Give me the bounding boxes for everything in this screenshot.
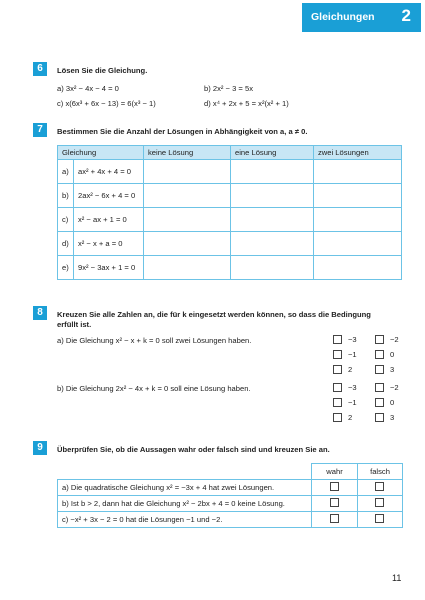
task-7-title: Bestimmen Sie die Anzahl der Lösungen in Abhängigkeit von a, a ≠ 0. bbox=[57, 127, 308, 136]
option-checkbox[interactable] bbox=[375, 383, 384, 392]
task-6-item-d: d) x⁴ + 2x + 5 = x²(x² + 1) bbox=[204, 99, 289, 108]
task-7-number: 7 bbox=[33, 123, 47, 137]
option-checkbox[interactable] bbox=[375, 335, 384, 344]
option-checkbox[interactable] bbox=[375, 365, 384, 374]
table-row-equation: x² − x + a = 0 bbox=[73, 231, 144, 256]
answer-cell[interactable] bbox=[143, 231, 231, 256]
task-6-item-c: c) x(6x³ + 6x − 13) = 6(x³ − 1) bbox=[57, 99, 156, 108]
option-label: −3 bbox=[348, 335, 357, 344]
answer-cell[interactable] bbox=[313, 183, 402, 208]
page-number: 11 bbox=[392, 573, 402, 583]
task-8-part-b: b) Die Gleichung 2x² − 4x + k = 0 soll eine Lösung haben. bbox=[57, 384, 251, 393]
table-row-equation: ax² + 4x + 4 = 0 bbox=[73, 159, 144, 184]
answer-cell[interactable] bbox=[313, 159, 402, 184]
statement-row: a) Die quadratische Gleichung x² = −3x + 4 hat zwei Lösungen. bbox=[57, 479, 312, 496]
true-checkbox[interactable] bbox=[330, 514, 339, 523]
answer-cell[interactable] bbox=[143, 255, 231, 280]
table-row-label: e) bbox=[57, 255, 74, 280]
task-9-title: Überprüfen Sie, ob die Aussagen wahr oder falsch sind und kreuzen Sie an. bbox=[57, 445, 330, 454]
option-checkbox[interactable] bbox=[333, 365, 342, 374]
option-checkbox[interactable] bbox=[333, 413, 342, 422]
statement-row: c) −x² + 3x − 2 = 0 hat die Lösungen −1 und −2. bbox=[57, 511, 312, 528]
option-label: 3 bbox=[390, 413, 395, 422]
column-header-false: falsch bbox=[357, 463, 403, 480]
answer-cell[interactable] bbox=[143, 159, 231, 184]
table-row-equation: 2ax² − 6x + 4 = 0 bbox=[73, 183, 144, 208]
false-checkbox[interactable] bbox=[375, 498, 384, 507]
option-checkbox[interactable] bbox=[375, 398, 384, 407]
false-checkbox[interactable] bbox=[375, 482, 384, 491]
option-label: −3 bbox=[348, 383, 357, 392]
true-checkbox[interactable] bbox=[330, 482, 339, 491]
option-label: 2 bbox=[348, 413, 353, 422]
answer-cell[interactable] bbox=[313, 207, 402, 232]
option-label: 0 bbox=[390, 398, 395, 407]
table-row-equation: 9x² − 3ax + 1 = 0 bbox=[73, 255, 144, 280]
task-6-number: 6 bbox=[33, 62, 47, 76]
answer-cell[interactable] bbox=[313, 255, 402, 280]
task-9-number: 9 bbox=[33, 441, 47, 455]
option-label: 0 bbox=[390, 350, 395, 359]
table-header-no-solution: keine Lösung bbox=[143, 145, 231, 160]
answer-cell[interactable] bbox=[313, 231, 402, 256]
answer-cell[interactable] bbox=[230, 231, 314, 256]
task-6-title: Lösen Sie die Gleichung. bbox=[57, 66, 148, 75]
statement-row: b) Ist b > 2, dann hat die Gleichung x² − 2bx + 4 = 0 keine Lösung. bbox=[57, 495, 312, 512]
option-checkbox[interactable] bbox=[333, 335, 342, 344]
option-label: 3 bbox=[390, 365, 395, 374]
option-checkbox[interactable] bbox=[333, 383, 342, 392]
task-8-number: 8 bbox=[33, 306, 47, 320]
table-row-label: c) bbox=[57, 207, 74, 232]
task-6-item-b: b) 2x² − 3 = 5x bbox=[204, 84, 253, 93]
answer-cell[interactable] bbox=[143, 207, 231, 232]
option-label: −2 bbox=[390, 335, 399, 344]
answer-cell[interactable] bbox=[143, 183, 231, 208]
table-row-label: b) bbox=[57, 183, 74, 208]
option-label: −1 bbox=[348, 398, 357, 407]
task-6-item-a: a) 3x² − 4x − 4 = 0 bbox=[57, 84, 119, 93]
option-label: 2 bbox=[348, 365, 353, 374]
answer-cell[interactable] bbox=[230, 159, 314, 184]
false-checkbox[interactable] bbox=[375, 514, 384, 523]
task-8-title-line2: erfüllt ist. bbox=[57, 320, 92, 329]
option-checkbox[interactable] bbox=[375, 350, 384, 359]
answer-cell[interactable] bbox=[230, 183, 314, 208]
task-8-title-line1: Kreuzen Sie alle Zahlen an, die für k eingesetzt werden können, so dass die Bedingung bbox=[57, 310, 371, 319]
table-row-label: a) bbox=[57, 159, 74, 184]
answer-cell[interactable] bbox=[230, 255, 314, 280]
true-checkbox[interactable] bbox=[330, 498, 339, 507]
chapter-number: 2 bbox=[401, 6, 411, 25]
table-row-label: d) bbox=[57, 231, 74, 256]
option-label: −1 bbox=[348, 350, 357, 359]
option-checkbox[interactable] bbox=[333, 350, 342, 359]
chapter-header bbox=[302, 3, 421, 32]
option-checkbox[interactable] bbox=[375, 413, 384, 422]
task-8-part-a: a) Die Gleichung x² − x + k = 0 soll zwei Lösungen haben. bbox=[57, 336, 252, 345]
answer-cell[interactable] bbox=[230, 207, 314, 232]
option-label: −2 bbox=[390, 383, 399, 392]
table-header-one-solution: eine Lösung bbox=[230, 145, 314, 160]
table-header-two-solutions: zwei Lösungen bbox=[313, 145, 402, 160]
table-header-equation: Gleichung bbox=[57, 145, 144, 160]
option-checkbox[interactable] bbox=[333, 398, 342, 407]
table-row-equation: x² − ax + 1 = 0 bbox=[73, 207, 144, 232]
column-header-true: wahr bbox=[311, 463, 358, 480]
chapter-title: Gleichungen bbox=[311, 11, 375, 23]
